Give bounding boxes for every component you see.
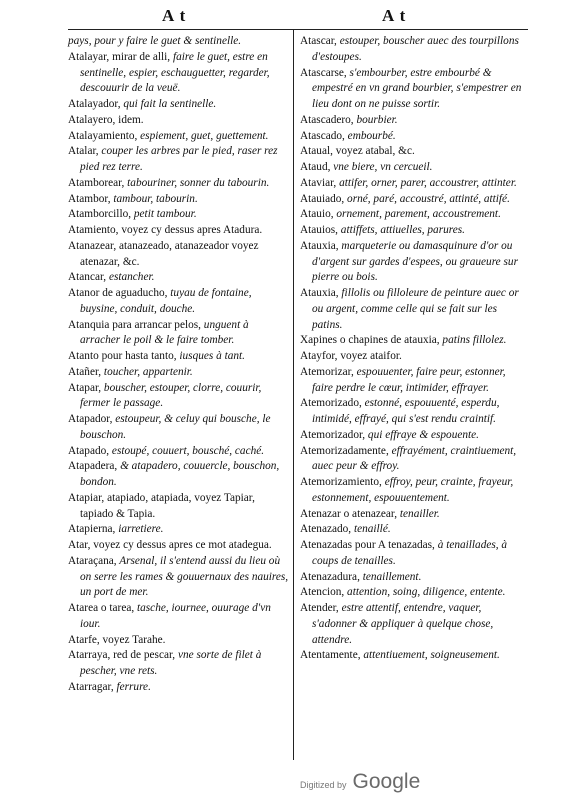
entry-headword: Atender,	[300, 602, 339, 614]
entry-headword: Atarraya, red de pescar,	[68, 649, 176, 662]
dictionary-entry	[68, 34, 290, 50]
column-divider	[293, 30, 294, 760]
entry-definition: patins fillolez.	[439, 334, 507, 347]
dictionary-entry	[300, 160, 528, 176]
entry-headword: Atauio,	[300, 208, 334, 221]
entry-headword: Ataraçana,	[68, 554, 117, 567]
dictionary-entry	[68, 349, 290, 365]
dictionary-entry	[300, 66, 528, 113]
entry-definition: effroy, peur, crainte, frayeur, estonnement, espouuentement.	[312, 476, 514, 504]
entry-headword: Atauxia,	[300, 287, 339, 299]
entry-headword: Atemorizador,	[300, 428, 366, 441]
entry-headword: Atarragar,	[68, 680, 114, 693]
dictionary-entry	[68, 522, 290, 538]
entry-definition: petit tambour.	[131, 208, 197, 221]
entry-definition: attifer, orner, parer, accoustrer, attinter.	[336, 176, 517, 189]
entry-definition: & atapadero, couuercle, bouschon, bondon.	[80, 460, 280, 488]
entry-definition: effrayément, craintiuement, auec peur & effroy.	[312, 444, 517, 473]
entry-definition: vne biere, vn cercueil.	[330, 161, 433, 173]
entry-headword: Atañer,	[68, 365, 102, 378]
running-header-right: A t	[382, 6, 407, 25]
entry-definition: espiement, guet, guettement.	[137, 129, 269, 142]
entry-headword: Atalayador,	[68, 98, 121, 110]
dictionary-entry	[68, 50, 290, 97]
dictionary-entry	[68, 601, 290, 633]
dictionary-entry	[68, 491, 290, 523]
dictionary-entry	[300, 365, 528, 397]
dictionary-entry	[300, 144, 528, 160]
dictionary-entry	[300, 538, 528, 570]
dictionary-entry	[68, 365, 290, 381]
entry-headword: Ataual, voyez atabal, &c.	[300, 145, 415, 158]
entry-headword: Atanor de aguaducho,	[68, 287, 168, 299]
dictionary-entry	[68, 129, 290, 145]
dictionary-entry	[68, 144, 290, 176]
entry-headword: Atalayero, idem.	[68, 113, 144, 126]
dictionary-entry	[300, 601, 528, 648]
entry-headword: Atapador,	[68, 413, 113, 425]
right-column	[300, 34, 528, 664]
entry-definition: iarretiere.	[115, 523, 164, 536]
entry-definition: attentiuement, soigneusement.	[360, 649, 500, 662]
entry-headword: Atenazadura,	[300, 570, 360, 583]
dictionary-entry	[68, 239, 290, 271]
running-header-left: A t	[162, 6, 187, 25]
entry-headword: Atapar,	[68, 381, 102, 394]
dictionary-entry	[300, 239, 528, 286]
entry-definition: tenailler.	[397, 507, 440, 520]
entry-headword: Atambor,	[68, 192, 111, 205]
dictionary-entry	[68, 223, 290, 239]
entry-headword: Atascadero,	[300, 113, 354, 126]
entry-definition: bourbier.	[353, 113, 398, 126]
entry-definition: pays, pour y faire le guet & sentinelle.	[68, 35, 242, 47]
dictionary-entry	[68, 459, 290, 491]
entry-headword: Atauxia,	[300, 239, 339, 252]
entry-definition: couper les arbres par le pied, raser rez pied rez terre.	[80, 145, 278, 173]
entry-definition: tenaillé.	[351, 523, 391, 536]
entry-headword: Atalar,	[68, 145, 99, 158]
entry-headword: Atencion,	[300, 586, 345, 599]
entry-headword: Atancar,	[68, 271, 107, 284]
entry-headword: Atapado,	[68, 444, 110, 457]
entry-definition: estancher.	[106, 271, 155, 284]
dictionary-entry	[300, 349, 528, 365]
dictionary-entry	[68, 412, 290, 444]
entry-definition: faire le guet, estre en sentinelle, espier, eschauguetter, regarder, descouurir de la veuë.	[80, 50, 270, 95]
left-column	[68, 34, 290, 696]
entry-headword: Atentamente,	[300, 649, 361, 662]
dictionary-entry	[300, 475, 528, 507]
dictionary-entry	[300, 286, 528, 333]
dictionary-entry	[300, 192, 528, 208]
entry-definition: qui fait la sentinelle.	[120, 98, 217, 110]
entry-definition: toucher, appartenir.	[101, 365, 193, 378]
dictionary-entry	[300, 428, 528, 444]
entry-headword: Ataud,	[300, 161, 331, 173]
dictionary-entry	[68, 113, 290, 129]
dictionary-entry	[68, 381, 290, 413]
dictionary-entry	[68, 444, 290, 460]
dictionary-entry	[68, 97, 290, 113]
entry-definition: s'embourber, estre embourbé & empestré en vn grand bourbier, s'empestrer en lieu dont on ne puisse sortir.	[312, 66, 522, 110]
dictionary-entry	[300, 570, 528, 586]
dictionary-entry	[300, 507, 528, 523]
entry-headword: Atapierna,	[68, 523, 116, 536]
entry-headword: Atalayar, mirar de alli,	[68, 50, 171, 63]
dictionary-entry	[68, 192, 290, 208]
entry-headword: Atauiado,	[300, 192, 345, 205]
entry-definition: estre attentif, entendre, vaquer, s'adonner & appliquer à quelque chose, attendre.	[312, 602, 494, 646]
entry-definition: bouscher, estouper, clorre, couurir, fermer le passage.	[80, 381, 262, 410]
header-rule	[68, 29, 528, 30]
entry-definition: ornement, parement, accoustrement.	[333, 208, 501, 221]
entry-headword: Atenazado,	[300, 523, 352, 536]
entry-headword: Atemorizado,	[300, 397, 362, 410]
entry-headword: Atalayamiento,	[68, 129, 138, 142]
dictionary-entry	[300, 207, 528, 223]
entry-definition: tabouriner, sonner du tabourin.	[124, 176, 270, 189]
entry-definition: estouper, bouscher auec des tourpillons d'estoupes.	[312, 35, 519, 63]
dictionary-entry	[68, 538, 290, 554]
entry-definition: espouuenter, faire peur, estonner, faire perdre le cœur, intimider, effrayer.	[312, 365, 506, 394]
entry-headword: Xapines o chapines de atauxia,	[300, 334, 440, 347]
entry-headword: Atascar,	[300, 35, 337, 47]
entry-headword: Atascado,	[300, 129, 345, 142]
dictionary-entry	[300, 223, 528, 239]
dictionary-entry	[68, 318, 290, 350]
entry-definition: estoupé, couuert, bousché, caché.	[109, 444, 265, 457]
entry-definition: orné, paré, accoustré, attinté, attifé.	[344, 192, 510, 205]
entry-definition: Arsenal, il s'entend aussi du lieu où on serre les rames & gouuernaux des nauires, un port de mer.	[80, 554, 289, 599]
entry-headword: Atenazar o atenazear,	[300, 507, 398, 520]
entry-headword: Atapadera,	[68, 460, 118, 473]
dictionary-entry	[300, 34, 528, 66]
entry-headword: Atarfe, voyez Tarahe.	[68, 633, 166, 646]
entry-definition: estonné, espouuenté, esperdu, intimidé, effrayé, qui s'est rendu craintif.	[312, 397, 500, 425]
entry-definition: fillolis ou filloleure de peinture auec or ou argent, comme celle qui se fait sur les patins.	[312, 287, 519, 331]
entry-definition: unguent à arracher le poil & le faire tomber.	[80, 318, 249, 347]
dictionary-entry	[300, 333, 528, 349]
dictionary-entry	[68, 176, 290, 192]
dictionary-entry	[300, 522, 528, 538]
entry-headword: Atemorizadamente,	[300, 444, 389, 457]
dictionary-entry	[300, 113, 528, 129]
dictionary-entry	[300, 585, 528, 601]
entry-headword: Atarea o tarea,	[68, 602, 135, 614]
entry-headword: Atamborcillo,	[68, 208, 132, 221]
dictionary-entry	[300, 396, 528, 428]
entry-headword: Atauios,	[300, 224, 338, 236]
google-logo: Google	[352, 770, 421, 793]
entry-headword: Ataviar,	[300, 176, 337, 189]
watermark-prefix: Digitized by	[300, 780, 347, 790]
entry-headword: Atapiar, atapiado, atapiada, voyez Tapiar, tapiado & Tapia.	[68, 491, 255, 520]
entry-headword: Atamborear,	[68, 176, 125, 189]
entry-headword: Atemorizamiento,	[300, 476, 382, 488]
entry-definition: ferrure.	[113, 680, 151, 693]
entry-headword: Atanazear, atanazeado, atanazeador voyez atenazar, &c.	[68, 239, 259, 268]
entry-definition: vne sorte de filet à pescher, vne rets.	[80, 649, 262, 677]
entry-headword: Atanto pour hasta tanto,	[68, 350, 177, 362]
entry-definition: tenaillement.	[359, 570, 422, 583]
dictionary-entry	[68, 680, 290, 696]
entry-definition: attiffets, attiuelles, parures.	[337, 224, 465, 236]
dictionary-entry	[68, 270, 290, 286]
entry-headword: Atar, voyez cy dessus apres ce mot atadegua.	[68, 539, 272, 551]
entry-definition: à tenaillades, à coups de tenailles.	[312, 539, 508, 567]
entry-definition: estoupeur, & celuy qui bousche, le bouschon.	[80, 413, 271, 441]
entry-headword: Atayfor, voyez ataifor.	[300, 350, 402, 362]
digitized-watermark	[300, 770, 420, 794]
entry-definition: attention, soing, diligence, entente.	[344, 586, 506, 599]
entry-headword: Atanquia para arrancar pelos,	[68, 318, 201, 331]
dictionary-entry	[68, 554, 290, 601]
dictionary-entry	[68, 633, 290, 649]
dictionary-entry	[300, 129, 528, 145]
entry-definition: iusques à tant.	[176, 350, 245, 362]
entry-definition: tambour, tabourin.	[110, 192, 198, 205]
dictionary-entry	[68, 286, 290, 318]
entry-headword: Atamiento, voyez cy dessus apres Atadura.	[68, 224, 263, 236]
dictionary-entry	[300, 444, 528, 476]
dictionary-entry	[68, 648, 290, 680]
entry-definition: marqueterie ou damasquinure d'or ou d'argent sur gardes d'espees, ou graueure sur pierre ou bois.	[312, 239, 518, 284]
entry-headword: Atascarse,	[300, 66, 347, 79]
entry-definition: tasche, iournee, ouurage d'vn iour.	[80, 602, 271, 630]
dictionary-entry	[300, 648, 528, 664]
entry-headword: Atemorizar,	[300, 365, 354, 378]
dictionary-entry	[300, 176, 528, 192]
entry-headword: Atenazadas pour A tenazadas,	[300, 539, 435, 551]
entry-definition: embourbé.	[344, 129, 396, 142]
entry-definition: qui effraye & espouente.	[365, 428, 479, 441]
dictionary-entry	[68, 207, 290, 223]
entry-definition: tuyau de fontaine, buysine, conduit, douche.	[80, 287, 252, 315]
